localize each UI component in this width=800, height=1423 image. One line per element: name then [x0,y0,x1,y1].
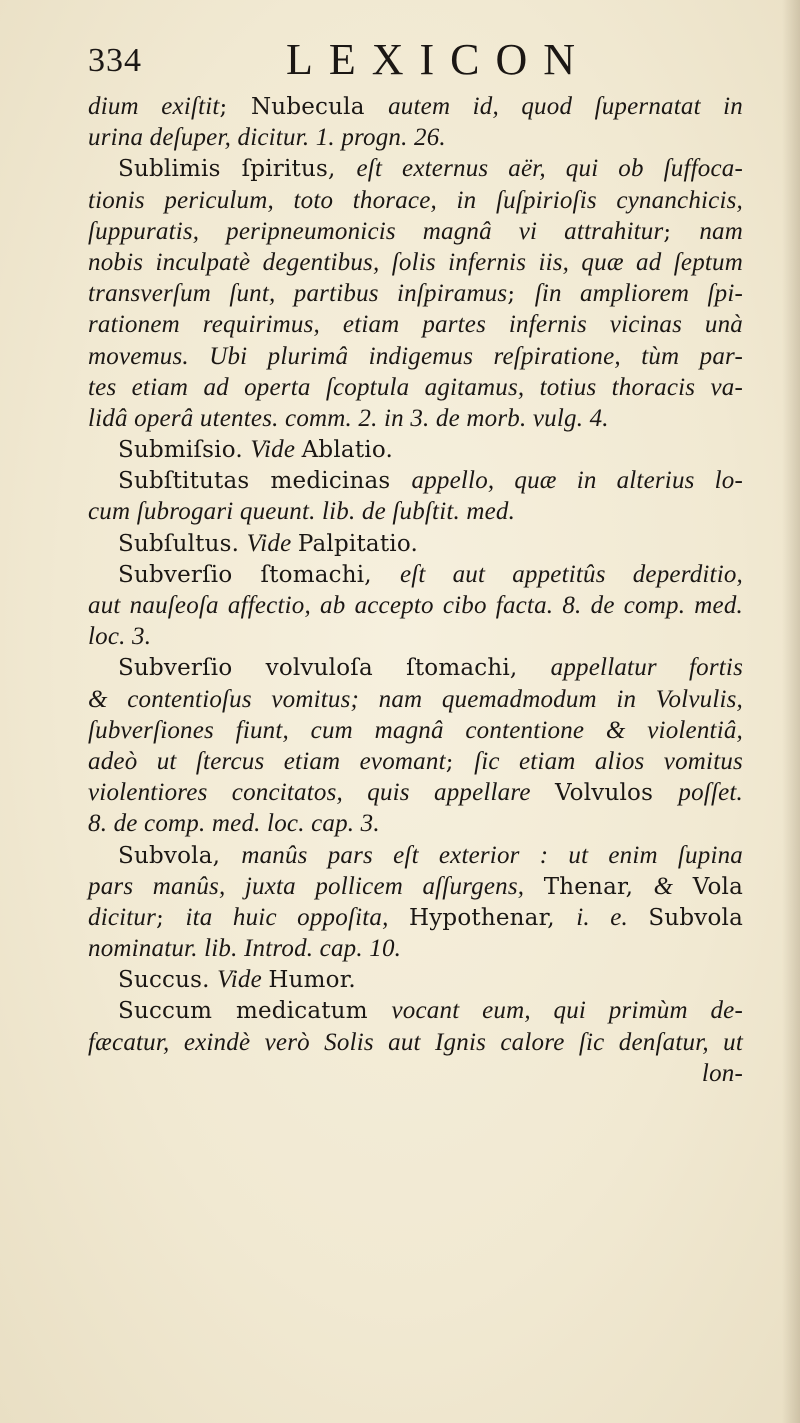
italic-text: violentiores concitatos, quis appellare [88,779,555,807]
roman-text: Subſtitutas medicinas [118,468,412,495]
italic-text: adeò ut ſtercus etiam evomant [88,747,446,775]
text-line [88,184,743,215]
italic-text: manûs pars eſt exterior : ut enim ſupina [241,841,743,869]
roman-text: Succus. [118,967,218,994]
text-line [88,215,743,246]
roman-text: ; Nubecula [219,94,389,120]
text-line [88,776,743,807]
roman-text: Volvulos [554,780,679,807]
italic-text: urina deſuper, dicitur. 1. progn. 26. [88,124,446,152]
italic-text: eſt aut appetitûs deperditio, [399,560,743,588]
italic-text: transverſum ſunt, partibus inſpiramus [88,280,508,308]
italic-text: Vide [217,966,269,994]
italic-text: Vide [250,436,302,464]
roman-text: Subverſio volvuloſa ſtomachi, [118,655,551,682]
text-line [88,1026,743,1057]
text-line [88,932,743,963]
roman-text: Subverſio ſtomachi, [118,561,400,588]
text-line [88,121,743,152]
roman-text: Thenar, [543,873,654,900]
running-title: LEXICON [286,35,592,84]
page-number: 334 [88,42,142,79]
text-line [88,651,743,682]
italic-text: tes etiam ad operta ſcoptula agitamus, totius thoracis va- [88,373,743,401]
italic-text: Vide [246,529,298,557]
italic-text: nobis inculpatè degentibus, ſolis infernis iis, quæ ad ſeptum [88,248,743,276]
text-line [88,620,743,651]
text-line [88,152,743,183]
roman-text: Ablatio. [301,437,393,464]
italic-text: eſt externus aër, qui ob ſuffoca- [356,155,743,183]
italic-text: loc. 3. [88,623,152,651]
italic-text: rationem requirimus, etiam partes infernis vicinas unà [88,311,743,339]
text-line [88,714,743,745]
text-line [88,246,743,277]
text-line [88,839,743,870]
roman-text: Succum medicatum [118,998,392,1025]
italic-text: ſuppuratis, peripneumonicis magnâ vi attrahitur [88,217,664,245]
text-line [88,464,743,495]
text-line [88,963,743,994]
italic-text: autem id, quod ſupernatat in [388,93,743,120]
italic-text: poſſet. [678,779,743,807]
roman-text: Subſultus. [118,530,247,557]
italic-text: movemus. Ubi plurimâ indigemus reſpiratione, tùm par- [88,342,743,370]
italic-text: tionis periculum, toto thorace, in ſuſpirioſis cynanchicis, [88,186,743,214]
roman-text: Palpitatio. [297,530,418,557]
text-line [88,683,743,714]
italic-text: ſubverſiones fiunt, cum magnâ contentione & violentiâ, [88,716,743,744]
text-line [88,495,743,526]
text-line [88,558,743,589]
lexicon-body-text [88,90,743,1088]
italic-text: 8. de comp. med. loc. cap. 3. [88,810,380,838]
roman-text: Subvola [648,904,743,931]
text-line [88,994,743,1025]
italic-text: vocant eum, qui primùm de- [391,997,744,1025]
italic-text: fæcatur, exindè verò Solis aut Ignis calore ſic denſatur, ut [88,1028,743,1056]
text-line [88,371,743,402]
roman-text: Hypothenar, [408,904,577,931]
page-edge-shadow [782,0,800,1423]
italic-text: i. e. [576,903,649,931]
text-line [88,870,743,901]
italic-text: pars manûs, juxta pollicem aſſurgens, [88,872,544,900]
italic-text: ita huic oppoſita, [185,903,409,931]
catchword-text: lon- [701,1059,743,1087]
italic-text: dium exiſtit [88,93,220,120]
roman-text: ; [156,904,186,931]
roman-text: Vola [692,873,743,900]
italic-text: aut nauſeoſa affectio, ab accepto cibo facta. 8. de comp. med. [88,592,743,619]
italic-text: dicitur [88,903,157,931]
roman-text: Subvola, [118,842,242,869]
text-line [88,402,743,433]
roman-text: Submiſsio. [118,437,251,464]
text-line [88,340,743,371]
text-line [88,527,743,558]
italic-text: & [653,872,693,900]
italic-text: ſin ampliorem ſpi- [534,280,743,308]
italic-text: nominatur. lib. Introd. cap. 10. [88,935,402,963]
text-line [88,807,743,838]
italic-text: nam [699,217,743,245]
roman-text: Sublimis ſpiritus, [118,156,357,183]
catchword [88,1057,743,1088]
italic-text: ſic etiam alios vomitus [474,747,743,775]
italic-text: cum ſubrogari queunt. lib. de ſubſtit. med. [88,498,516,526]
text-line [88,589,743,620]
roman-text: ; [507,281,535,308]
text-line [88,433,743,464]
italic-text: lidâ operâ utentes. comm. 2. in 3. de morb. vulg. 4. [88,404,609,432]
italic-text: appello, quæ in alterius lo- [411,467,743,495]
text-line [88,745,743,776]
italic-text: appellatur fortis [550,654,743,682]
text-line [88,308,743,339]
roman-text: ; [663,218,700,245]
italic-text: & contentioſus vomitus; nam quemadmodum in Volvulis, [88,685,743,713]
roman-text: Humor. [268,967,356,994]
text-line [88,901,743,932]
page-header [88,34,728,86]
text-line [88,90,743,121]
roman-text: ; [445,748,475,775]
text-line [88,277,743,308]
